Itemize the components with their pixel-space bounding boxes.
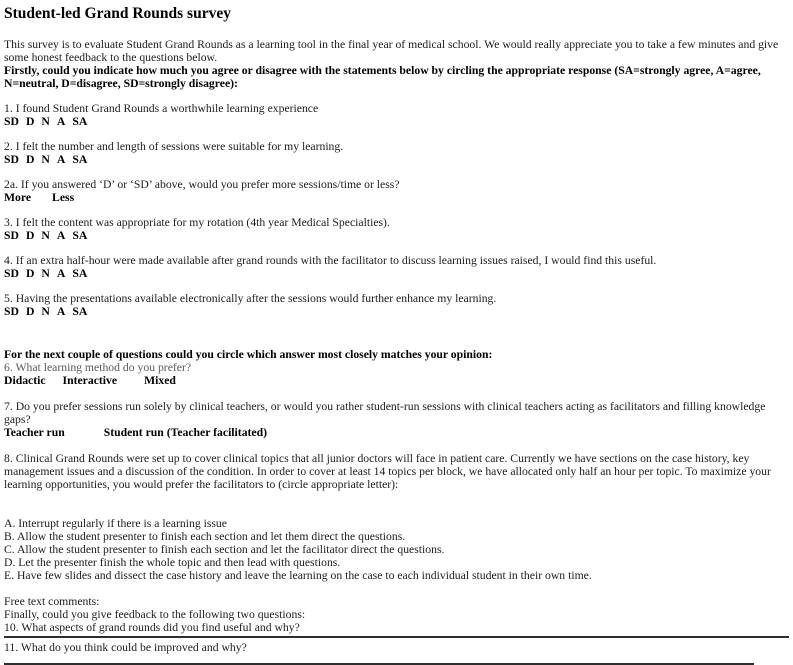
question-6-options-row xyxy=(4,374,789,387)
question-8-option-b: B. Allow the student presenter to finish each section and let them direct the questions. xyxy=(4,530,406,543)
likert-instruction: Firstly, could you indicate how much you agree or disagree with the statements below by circling the appropriate response (SA=strongly agree, A=agree, N=neutral, D=disagree, SD=strongly disagree): xyxy=(4,64,761,90)
free-text-header: Free text comments: xyxy=(4,595,100,608)
option-neutral: N xyxy=(41,229,50,242)
option-student-run: Student run (Teacher facilitated) xyxy=(103,426,268,439)
answer-line-q10 xyxy=(4,636,789,638)
option-strongly-agree: SA xyxy=(72,305,88,318)
option-disagree: D xyxy=(25,305,35,318)
question-4-likert-row xyxy=(4,267,789,280)
question-8-option-d: D. Let the presenter finish the whole topic and then lead with questions. xyxy=(4,556,341,569)
section-2-block xyxy=(4,348,789,387)
question-7-text: 7. Do you prefer sessions run solely by clinical teachers, or would you rather student-run sessions with clinical teachers acting as facilitators and filling knowledge gaps? xyxy=(4,400,766,426)
option-agree: A xyxy=(56,229,66,242)
option-strongly-disagree: SD xyxy=(4,115,19,128)
section-2-header: For the next couple of questions could you circle which answer most closely matches your opinion: xyxy=(4,348,493,361)
question-3-text: 3. I felt the content was appropriate for my rotation (4th year Medical Specialties). xyxy=(4,216,390,229)
question-2a-text: 2a. If you answered ‘D’ or ‘SD’ above, would you prefer more sessions/time or less? xyxy=(4,178,400,191)
option-teacher-run: Teacher run xyxy=(4,426,65,439)
page-title: Student-led Grand Rounds survey xyxy=(4,5,231,22)
question-4-text: 4. If an extra half-hour were made available after grand rounds with the facilitator to discuss learning issues raised, I would find this useful. xyxy=(4,254,657,267)
question-11-text: 11. What do you think could be improved and why? xyxy=(4,641,247,654)
option-disagree: D xyxy=(25,153,35,166)
option-mixed: Mixed xyxy=(144,374,176,387)
question-8-text: 8. Clinical Grand Rounds were set up to cover clinical topics that all junior doctors will face in patient care. Currently we have sections on the case history, key management issues and a discussion of the condition. In order to cover at least 14 topics per block, we have allocated only half an hour per topic. To maximize your learning opportunities, you would prefer the facilitators to (circle appropriate letter): xyxy=(4,452,771,491)
question-2-text: 2. I felt the number and length of sessions were suitable for my learning. xyxy=(4,140,344,153)
option-strongly-disagree: SD xyxy=(4,229,19,242)
question-3-likert-row xyxy=(4,229,789,242)
option-agree: A xyxy=(56,115,66,128)
question-10-text: 10. What aspects of grand rounds did you find useful and why? xyxy=(4,621,300,634)
option-less: Less xyxy=(52,191,75,204)
option-strongly-agree: SA xyxy=(72,267,88,280)
question-7-block xyxy=(4,400,789,439)
intro-paragraph: This survey is to evaluate Student Grand Rounds as a learning tool in the final year of medical school. We would really appreciate you to take a few minutes and give some honest feedback to the questions below. xyxy=(4,38,779,64)
option-neutral: N xyxy=(41,267,50,280)
option-strongly-agree: SA xyxy=(72,115,88,128)
question-8-option-c: C. Allow the student presenter to finish each section and let the facilitator direct the questions. xyxy=(4,543,445,556)
question-2a-options-row xyxy=(4,191,789,204)
option-disagree: D xyxy=(25,267,35,280)
free-text-intro: Finally, could you give feedback to the following two questions: xyxy=(4,608,306,621)
option-interactive: Interactive xyxy=(62,374,118,387)
option-agree: A xyxy=(56,153,66,166)
question-5-block xyxy=(4,292,789,318)
option-strongly-disagree: SD xyxy=(4,267,19,280)
option-strongly-disagree: SD xyxy=(4,153,19,166)
question-2-likert-row xyxy=(4,153,789,166)
question-5-likert-row xyxy=(4,305,789,318)
option-disagree: D xyxy=(25,229,35,242)
question-2a-block xyxy=(4,178,789,204)
option-didactic: Didactic xyxy=(4,374,46,387)
question-1-text: 1. I found Student Grand Rounds a worthwhile learning experience xyxy=(4,102,319,115)
free-text-section xyxy=(4,595,789,634)
option-strongly-agree: SA xyxy=(72,229,88,242)
question-8-option-e: E. Have few slides and dissect the case history and leave the learning on the case to each individual student in their own time. xyxy=(4,569,592,582)
question-1-likert-row xyxy=(4,115,789,128)
question-8-option-a: A. Interrupt regularly if there is a learning issue xyxy=(4,517,227,530)
question-4-block xyxy=(4,254,789,280)
option-disagree: D xyxy=(25,115,35,128)
question-2-block xyxy=(4,140,789,166)
question-3-block xyxy=(4,216,789,242)
option-neutral: N xyxy=(41,153,50,166)
question-7-options-row xyxy=(4,426,789,439)
question-1-block xyxy=(4,102,789,128)
option-agree: A xyxy=(56,305,66,318)
option-agree: A xyxy=(56,267,66,280)
option-strongly-agree: SA xyxy=(72,153,88,166)
option-neutral: N xyxy=(41,305,50,318)
option-more: More xyxy=(4,191,32,204)
question-6-text: 6. What learning method do you prefer? xyxy=(4,361,192,374)
option-strongly-disagree: SD xyxy=(4,305,19,318)
question-5-text: 5. Having the presentations available electronically after the sessions would further enhance my learning. xyxy=(4,292,497,305)
question-8-options-list xyxy=(4,517,789,582)
option-neutral: N xyxy=(41,115,50,128)
